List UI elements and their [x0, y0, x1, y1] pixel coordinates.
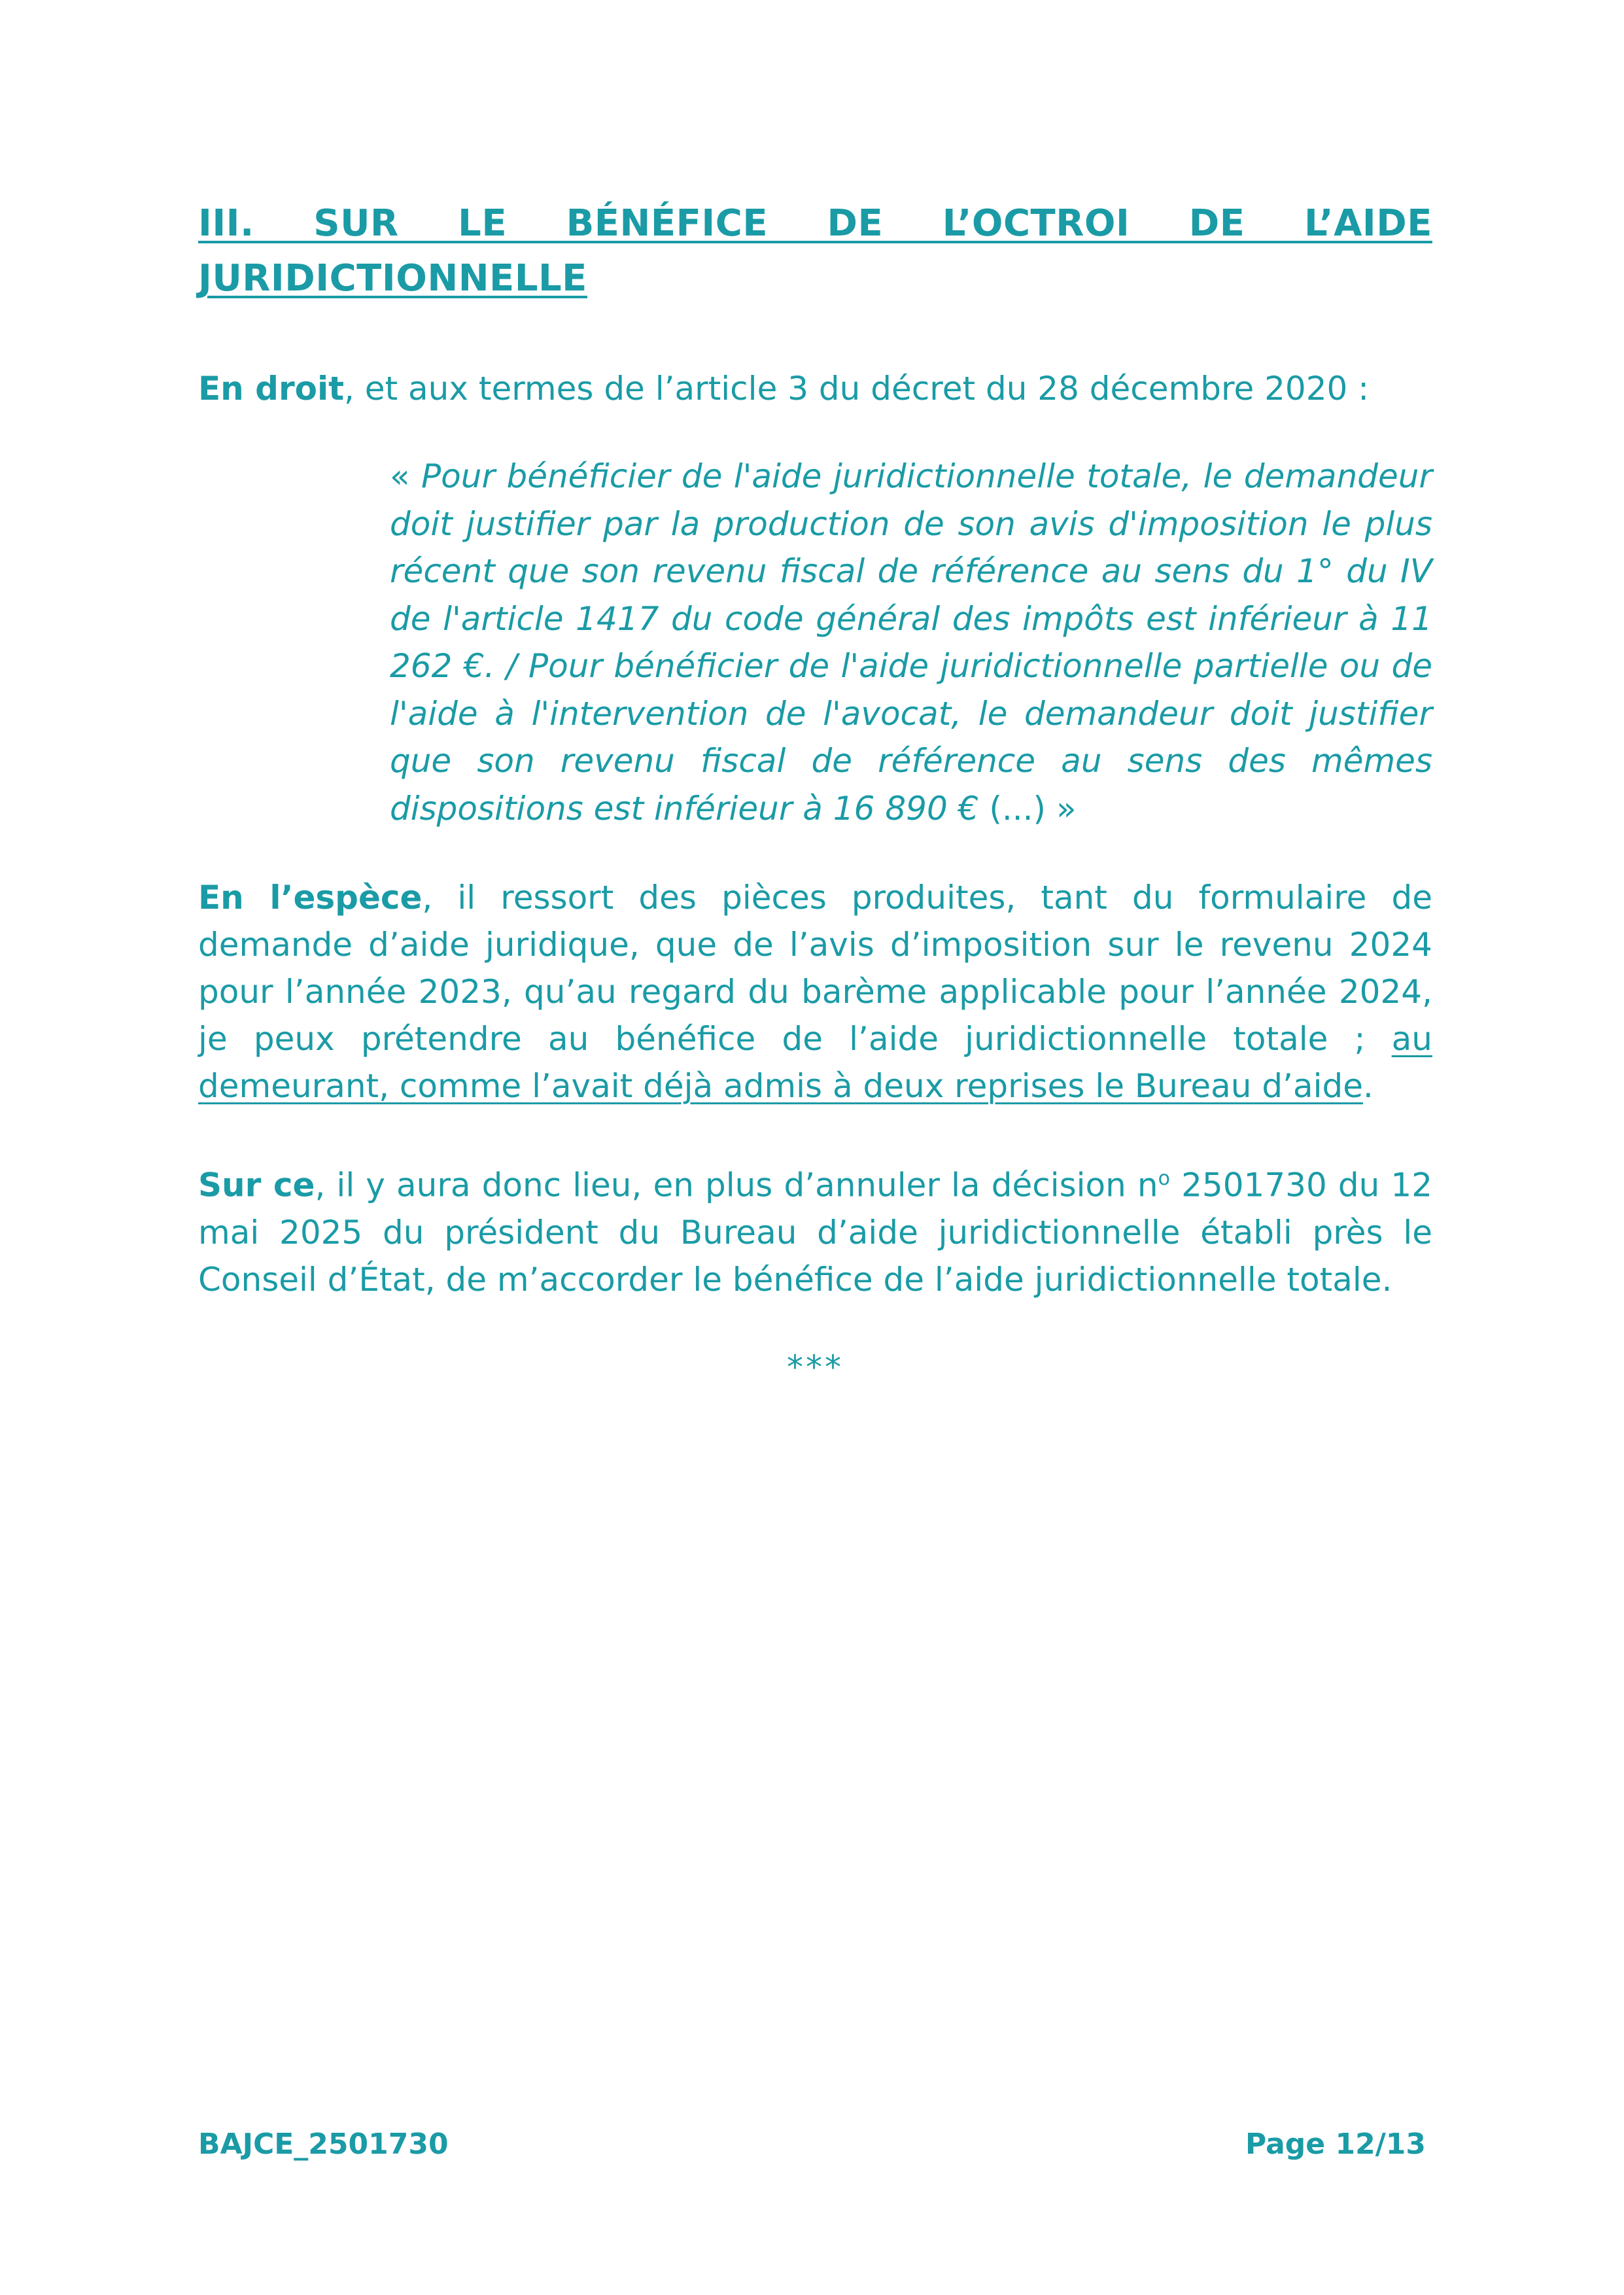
superscript: o [1158, 1167, 1170, 1190]
document-body [198, 196, 1432, 1391]
footer-reference: BAJCE_2501730 [198, 2128, 449, 2161]
paragraph-en-droit [198, 365, 1432, 412]
paragraph-en-espece [198, 874, 1432, 1110]
legal-quote [390, 453, 1432, 832]
paragraph-text-continued: 2501730 du 12 mai 2025 du président du Bureau d’aide juridictionnelle établi près le Conseil d’État, de m’accorder le bénéfice de l’aide juridictionnelle totale. [198, 1166, 1433, 1299]
underlined-text: au demeurant, comme l’avait déjà admis à deux reprises le Bureau d’aide [198, 1020, 1432, 1105]
section-separator: *** [787, 1348, 844, 1386]
paragraph-lead: En l’espèce [198, 879, 423, 917]
paragraph-end: . [1362, 1067, 1373, 1105]
quote-close: (...) » [978, 789, 1077, 828]
paragraph-sur-ce [198, 1155, 1432, 1303]
paragraph-lead: Sur ce [198, 1166, 315, 1204]
paragraph-text: , il ressort des pièces produites, tant du formulaire de demande d’aide juridique, que de l’avis d’imposition sur le revenu 2024 pour l’année 2023, qu’au regard du barème applicable pour l’année 2024, je peux prétendre au bénéfice de l’aide juridictionnelle totale ; [198, 879, 1433, 1058]
footer-page-number: Page 12/13 [1245, 2128, 1426, 2161]
section-heading: III. SUR LE BÉNÉFICE DE L’OCTROI DE L’AIDE JURIDICTIONNELLE [198, 202, 1432, 300]
paragraph-text: , et aux termes de l’article 3 du décret du 28 décembre 2020 : [344, 370, 1370, 408]
paragraph-text: , il y aura donc lieu, en plus d’annuler la décision n [315, 1166, 1158, 1204]
quote-open: « [390, 457, 422, 495]
quote-text: Pour bénéficier de l'aide juridictionnelle totale, le demandeur doit justifier par la production de son avis d'imposition le plus récent que son revenu fiscal de référence au sens du 1° du IV de l'article 1417 du code général des impôts est inférieur à 11 262 €. / Pour bénéficier de l'aide juridictionnelle partielle ou de l'aide à l'intervention de l'avocat, le demandeur doit justifier que son revenu fiscal de référence au sens des mêmes dispositions est inférieur à 16 890 € [390, 457, 1432, 828]
paragraph-lead: En droit [198, 370, 344, 408]
